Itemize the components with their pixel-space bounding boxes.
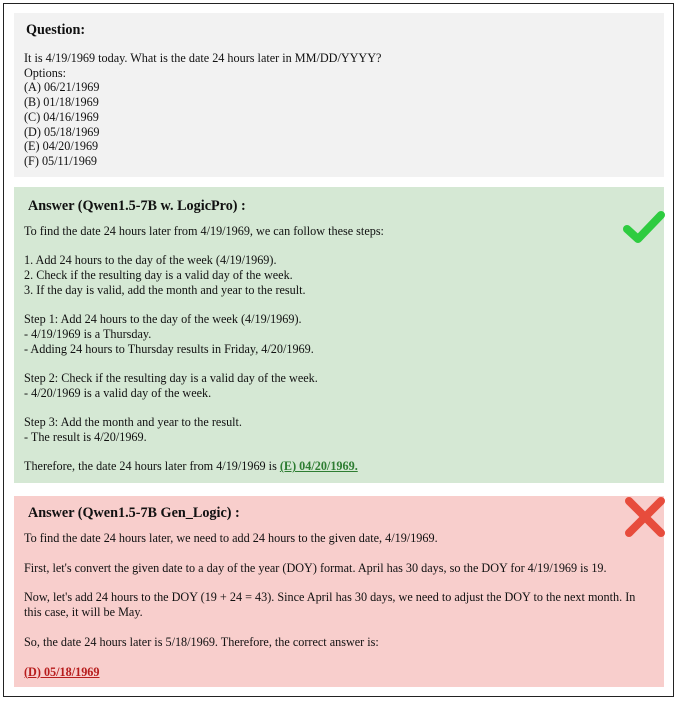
paragraph: So, the date 24 hours later is 5/18/1969. Therefore, the correct answer is:	[24, 634, 379, 649]
step3-line: Step 3: Add the month and year to the result.	[24, 415, 242, 430]
option-item: (F) 05/11/1969	[24, 153, 98, 168]
paragraph: this case, it will be May.	[24, 605, 143, 620]
correct-final-answer: (E) 04/20/1969.	[279, 459, 358, 474]
question-title: Question:	[26, 22, 86, 38]
step2-line: - 4/20/1969 is a valid day of the week.	[24, 385, 212, 400]
incorrect-answer-panel	[14, 496, 664, 687]
step3-line: - The result is 4/20/1969.	[24, 429, 147, 444]
plan-step: 3. If the day is valid, add the month and year to the result.	[24, 282, 306, 297]
option-item: (A) 06/21/1969	[24, 80, 100, 95]
incorrect-answer-title: Answer (Qwen1.5-7B Gen_Logic) :	[28, 505, 240, 521]
step2-line: Step 2: Check if the resulting day is a valid day of the week.	[24, 370, 318, 385]
cross-mark-icon	[624, 496, 666, 538]
question-panel	[14, 13, 664, 177]
plan-step: 2. Check if the resulting day is a valid day of the week.	[24, 268, 293, 283]
conclusion-text: Therefore, the date 24 hours later from 4/19/1969 is	[24, 459, 280, 474]
incorrect-final-answer: (D) 05/18/1969	[24, 664, 100, 679]
conclusion	[24, 459, 654, 474]
option-item: (C) 04/16/1969	[24, 109, 99, 124]
option-item: (E) 04/20/1969	[24, 139, 99, 154]
plan-step: 1. Add 24 hours to the day of the week (4/19/1969).	[24, 253, 277, 268]
option-item: (D) 05/18/1969	[24, 124, 100, 139]
step1-line: Step 1: Add 24 hours to the day of the week (4/19/1969).	[24, 312, 302, 327]
paragraph: First, let's convert the given date to a day of the year (DOY) format. April has 30 days, so the DOY for 4/19/1969 is 19.	[24, 560, 607, 575]
paragraph: To find the date 24 hours later, we need to add 24 hours to the given date, 4/19/1969.	[24, 531, 438, 545]
correct-answer-title: Answer (Qwen1.5-7B w. LogicPro) :	[28, 198, 246, 214]
question-text: It is 4/19/1969 today. What is the date 24 hours later in MM/DD/YYYY?	[24, 51, 382, 65]
step1-line: - 4/19/1969 is a Thursday.	[24, 326, 152, 341]
options-label: Options:	[24, 65, 66, 80]
step1-line: - Adding 24 hours to Thursday results in Friday, 4/20/1969.	[24, 341, 314, 356]
check-mark-icon	[622, 209, 666, 245]
option-item: (B) 01/18/1969	[24, 95, 99, 110]
paragraph: Now, let's add 24 hours to the DOY (19 + 24 = 43). Since April has 30 days, we need to adjust the DOY to the next month. In	[24, 590, 636, 605]
answer-intro: To find the date 24 hours later from 4/19/1969, we can follow these steps:	[24, 224, 384, 238]
correct-answer-panel	[14, 187, 664, 483]
